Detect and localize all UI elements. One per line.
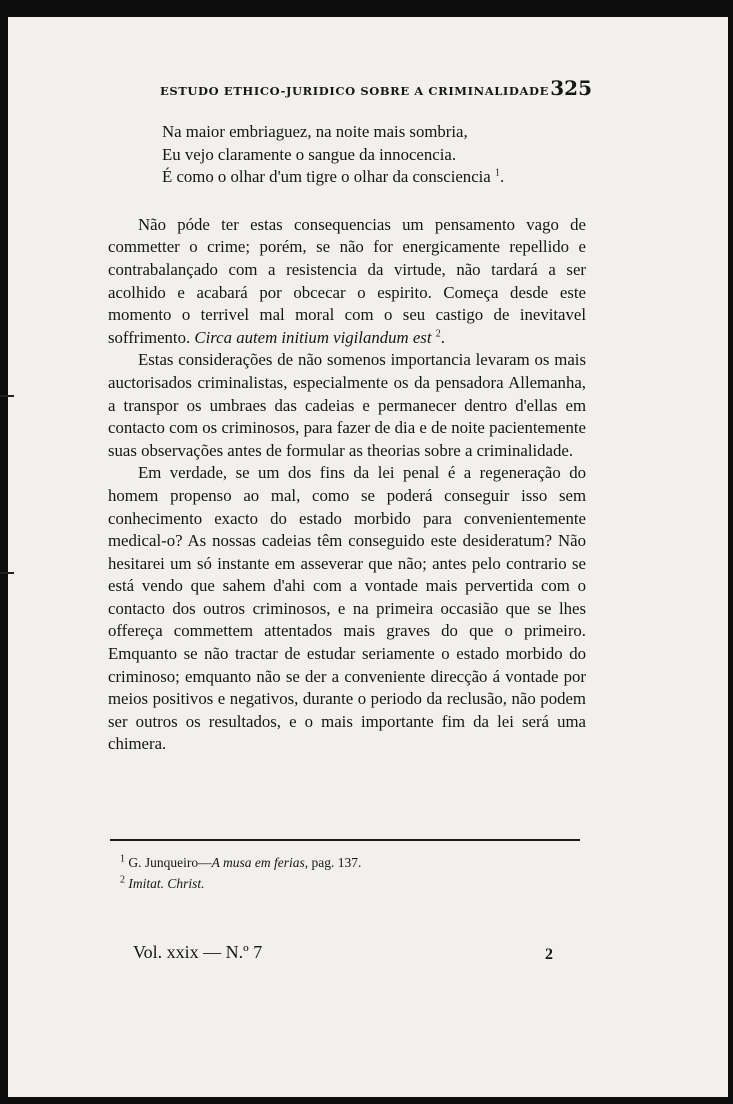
footnote: $^2$ Imitat. Christ.: [120, 874, 205, 891]
main-text: [108, 121, 586, 756]
sheet-number: 2: [545, 946, 553, 963]
running-head: ESTUDO ETHICO-JURIDICO SOBRE A CRIMINALIDADE: [160, 84, 549, 98]
volume-number: Vol. xxix — N.º 7: [133, 942, 263, 962]
left-margin-mark-lower: [0, 572, 14, 574]
verse-line: Eu vejo claramente o sangue da innocencia.: [162, 144, 457, 164]
page-header: [160, 76, 592, 100]
footnote-marker: 1: [494, 167, 500, 179]
paragraph: Estas considerações de não somenos importancia levaram os mais auctorisados criminalistas, especialmente os da pensadora Allemanha, a transpor os umbraes das cadeias e permanecer dentro d'ellas em contacto com os criminosos, para fazer de dia e de noite pacientemente suas observações antes de formular as theorias sobre a criminalidade.: [108, 350, 586, 460]
verse-quotation: [108, 121, 586, 189]
latin-quotation: Circa autem initium vigilandum est: [194, 327, 432, 347]
page-number: 325: [550, 76, 592, 100]
footnotes: [120, 852, 580, 894]
left-margin-mark-upper: [0, 395, 14, 397]
verse-line: Na maior embriaguez, na noite mais sombria,: [162, 122, 468, 141]
printer-signature: [133, 942, 553, 964]
footnote-divider: [110, 839, 580, 841]
verse-line: É como o olhar d'um tigre o olhar da consciencia $^1$.: [162, 167, 505, 187]
footnote-marker: 2: [435, 328, 441, 340]
footnote: $^1$ G. Junqueiro—A musa em ferias, pag. 137.: [120, 853, 362, 870]
paragraph: Em verdade, se um dos fins da lei penal é a regeneração do homem propenso ao mal, como se poderá conseguir isso sem conhecimento exacto do estado morbido para convenientemente medical-o? As nossas cadeias têm conseguido este desideratum? Não hesitarei um só instante em asseverar que não; antes pelo contrario se está vendo que sahem d'ahi com a vontade mais pervertida com o contacto dos outros criminosos, e na primeira occasião que se lhes offereça commettem attentados mais graves do que o primeiro. Emquanto se não tractar de estudar seriamente o estado morbido do criminoso; emquanto não se der a conveniente direcção á vontade por meios positivos e negativos, durante o periodo da reclusão, não podem ser outros os resultados, e o mais importante fim da lei será uma chimera.: [108, 463, 586, 754]
paragraph: Não póde ter estas consequencias um pensamento vago de commetter o crime; porém, se não for energicamente repellido e contrabalançado com a resistencia da virtude, não tardará a ser acolhido e acabará por obcecar o espirito. Começa desde este momento o terrivel mal moral com o seu castigo de inevitavel soffrimento. Circa autem initium vigilandum est $^2$.: [108, 214, 586, 347]
